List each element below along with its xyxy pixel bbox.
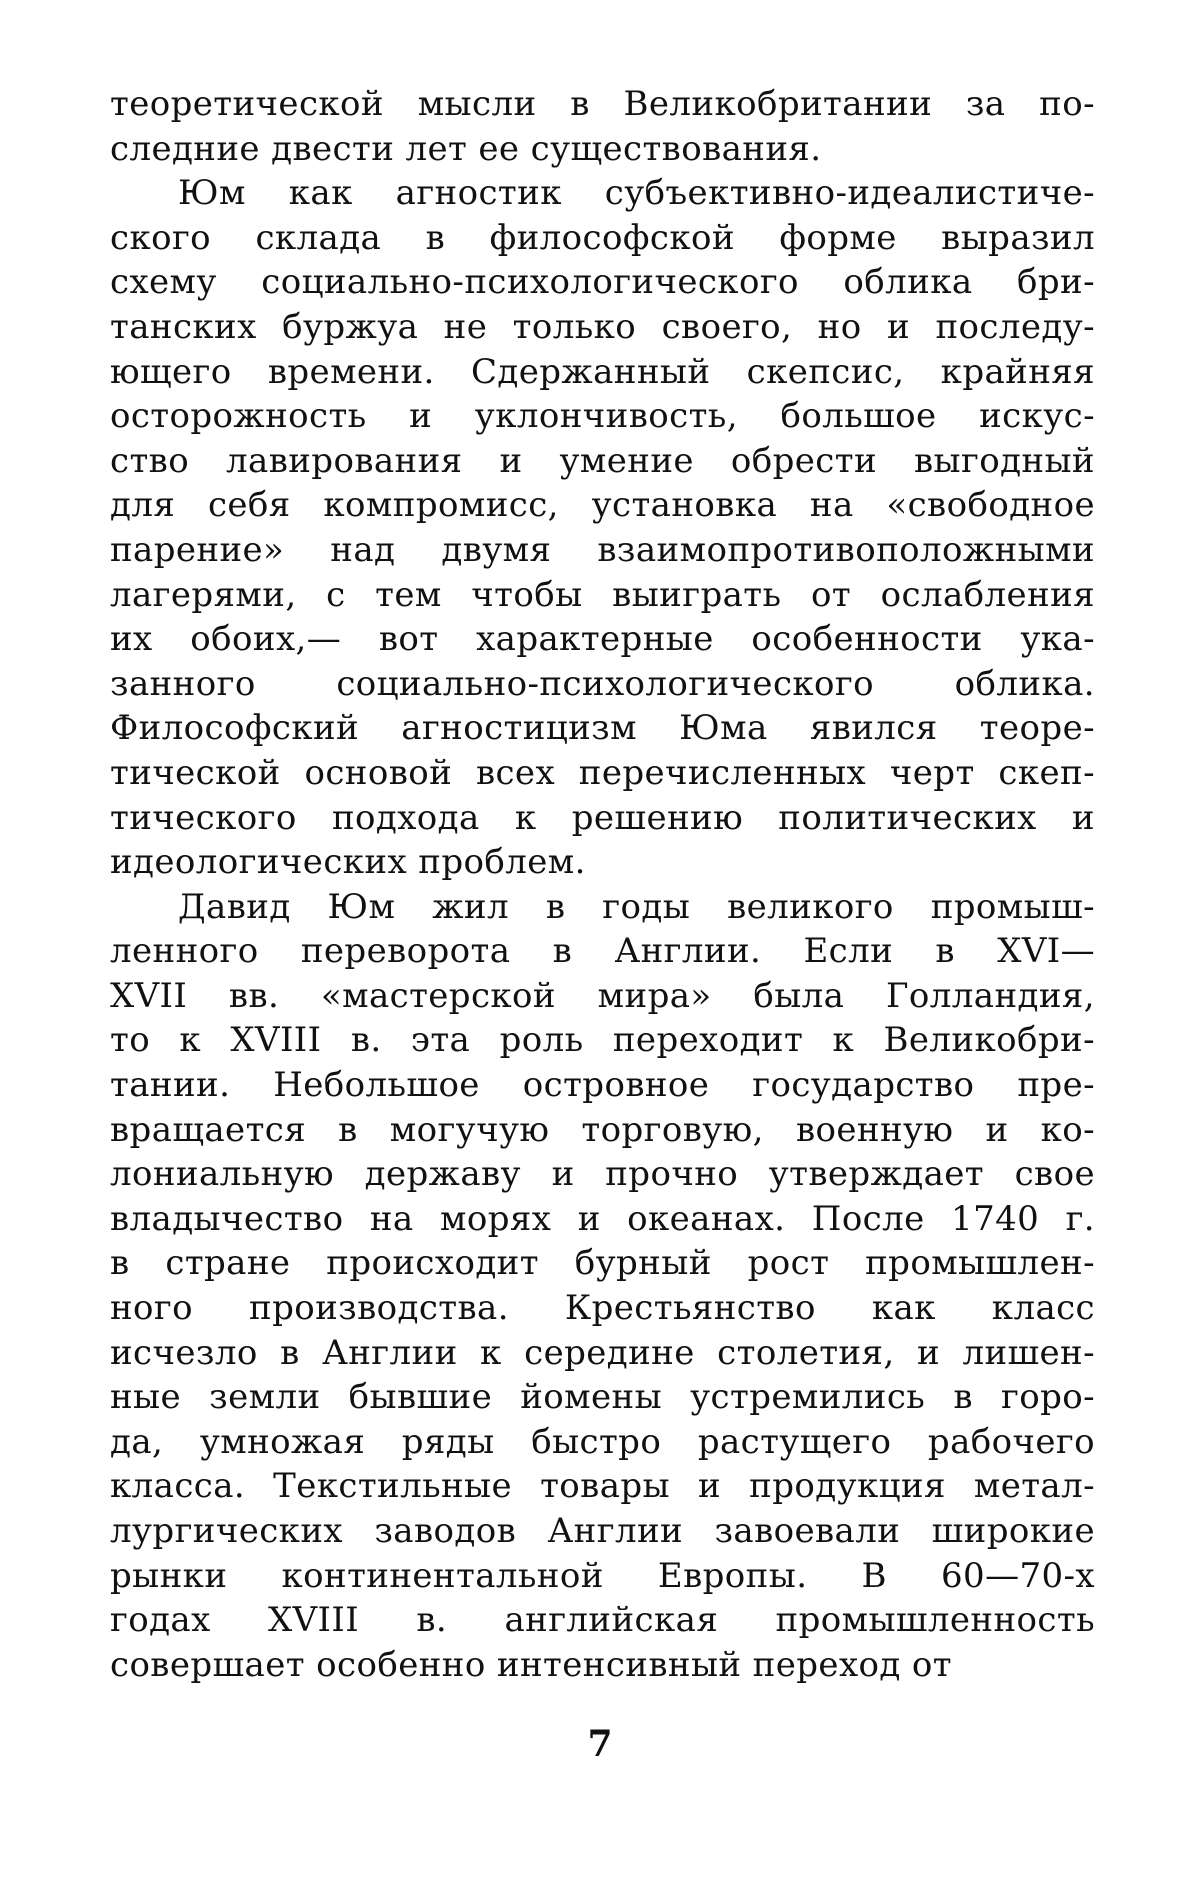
text-line: танских буржуа не только своего, но и последу-	[110, 306, 1095, 347]
text-line: ные земли бывшие йомены устремились в горо-	[110, 1377, 1095, 1418]
text-line: парение» над двумя взаимопротивоположными	[110, 529, 1095, 570]
paragraph	[110, 82, 1095, 171]
text-line: теоретической мысли в Великобритании за по-	[110, 84, 1095, 124]
text-line: исчезло в Англии к середине столетия, и лишен-	[110, 1332, 1095, 1373]
page-number: 7	[587, 1723, 613, 1765]
text-line: ленного переворота в Англии. Если в XVI—	[110, 931, 1095, 972]
text-line: тического подхода к решению политических и	[110, 797, 1095, 838]
text-line: осторожность и уклончивость, большое искус-	[110, 396, 1095, 437]
text-line: ского склада в философской форме выразил	[110, 217, 1095, 258]
text-line: их обоих,— вот характерные особенности ука-	[110, 619, 1095, 660]
text-line: ющего времени. Сдержанный скепсис, крайняя	[110, 351, 1095, 392]
text-line: в стране происходит бурный рост промышлен-	[110, 1243, 1095, 1284]
text-line: годах XVIII в. английская промышленность	[110, 1600, 1095, 1641]
text-line: да, умножая ряды быстро растущего рабочего	[110, 1421, 1095, 1462]
body-text	[110, 82, 1095, 1687]
text-line: Философский агностицизм Юма явился теоре-	[110, 708, 1095, 749]
text-line: для себя компромисс, установка на «свободное	[110, 485, 1095, 526]
text-line: следние двести лет ее существования.	[110, 128, 822, 169]
text-line: идеологических проблем.	[110, 842, 586, 883]
text-line: лониальную державу и прочно утверждает свое	[110, 1154, 1095, 1195]
text-line: совершает особенно интенсивный переход от	[110, 1644, 953, 1685]
text-line: рынки континентальной Европы. В 60—70-х	[110, 1555, 1095, 1596]
text-line: лургических заводов Англии завоевали широкие	[110, 1511, 1095, 1551]
text-line: то к XVIII в. эта роль переходит к Великобри-	[110, 1020, 1095, 1061]
text-line: лагерями, с тем чтобы выиграть от ослабления	[110, 574, 1095, 615]
paragraph	[110, 885, 1095, 1688]
text-line: XVII вв. «мастерской мира» была Голландия,	[110, 975, 1095, 1016]
text-line: владычество на морях и океанах. После 1740 г.	[110, 1198, 1095, 1239]
text-line: ство лавирования и умение обрести выгодный	[110, 440, 1095, 481]
text-line: тании. Небольшое островное государство пре-	[110, 1065, 1095, 1106]
text-line: вращается в могучую торговую, военную и ко-	[110, 1109, 1095, 1150]
text-line: Давид Юм жил в годы великого промыш-	[178, 886, 1095, 927]
text-line: ного производства. Крестьянство как класс	[110, 1288, 1095, 1329]
paragraph	[110, 171, 1095, 885]
text-line: Юм как агностик субъективно-идеалистиче-	[178, 173, 1095, 214]
text-line: занного социально-психологического облика.	[110, 663, 1095, 704]
text-line: схему социально-психологического облика бри-	[110, 262, 1095, 303]
text-line: класса. Текстильные товары и продукция метал-	[110, 1466, 1095, 1507]
text-line: тической основой всех перечисленных черт скеп-	[110, 752, 1095, 793]
